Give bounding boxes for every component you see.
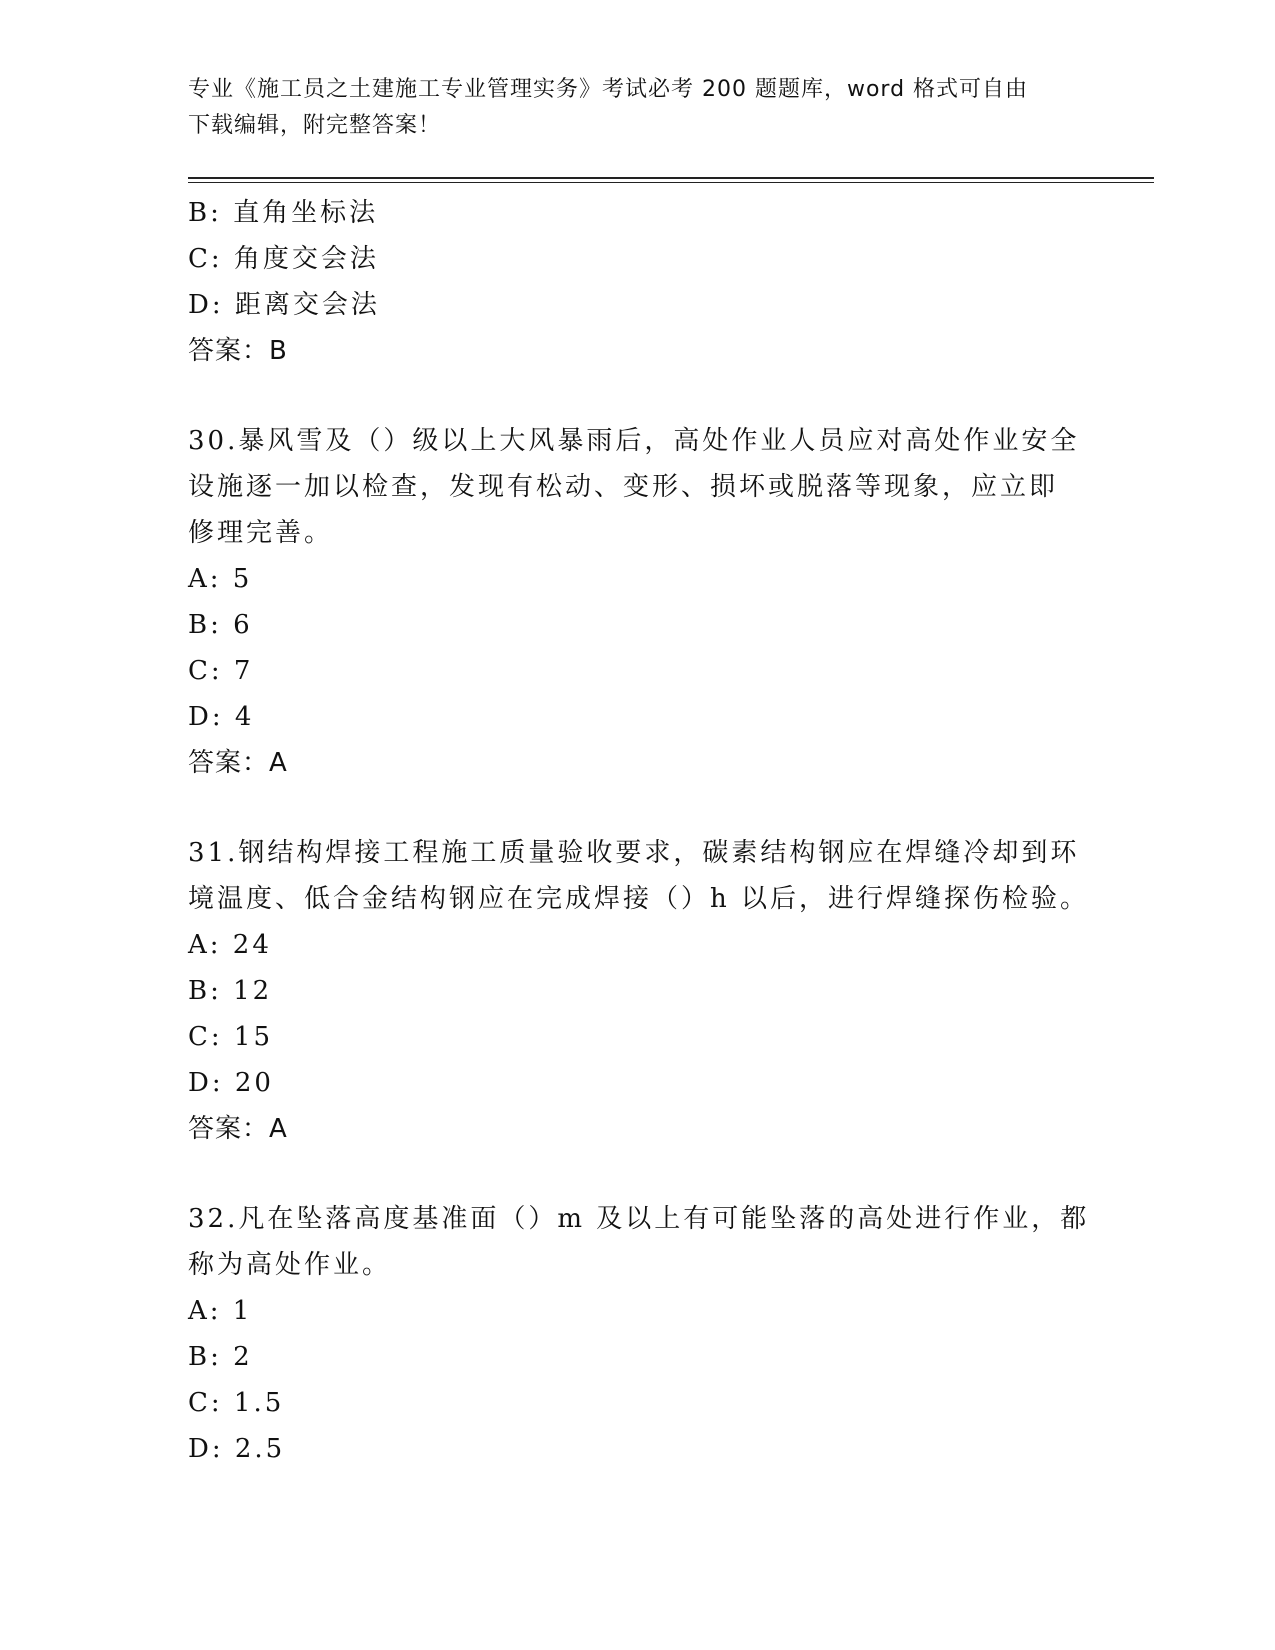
option-c: C: 角度交会法 (188, 244, 379, 274)
document-header (188, 72, 1078, 144)
option-b: B: 6 (188, 610, 253, 640)
question-29-tail (188, 190, 1088, 374)
option-d: D: 2.5 (188, 1434, 286, 1464)
answer: 答案：A (188, 1114, 288, 1144)
option-d: D: 距离交会法 (188, 290, 380, 320)
question-text-line: 32.凡在坠落高度基准面（）m 及以上有可能坠落的高处进行作业，都 (188, 1204, 1090, 1234)
question-text-line: 31.钢结构焊接工程施工质量验收要求，碳素结构钢应在焊缝冷却到环 (188, 838, 1080, 868)
option-d: D: 20 (188, 1068, 274, 1098)
question-list (188, 190, 1088, 1472)
option-a: A: 5 (188, 564, 253, 594)
option-b: B: 2 (188, 1342, 253, 1372)
question-text-line: 称为高处作业。 (188, 1250, 392, 1280)
question-30 (188, 418, 1088, 786)
answer: 答案：B (188, 336, 288, 366)
question-31 (188, 830, 1088, 1152)
header-line-2: 下载编辑，附完整答案！ (188, 113, 442, 138)
option-c: C: 7 (188, 656, 254, 686)
option-c: C: 15 (188, 1022, 274, 1052)
option-a: A: 1 (188, 1296, 253, 1326)
option-b: B: 12 (188, 976, 273, 1006)
header-line-1: 专业《施工员之土建施工专业管理实务》考试必考 200 题题库，word 格式可自由 (188, 77, 1029, 102)
answer: 答案：A (188, 748, 288, 778)
header-divider-thick (188, 177, 1154, 179)
option-a: A: 24 (188, 930, 272, 960)
question-text-line: 境温度、低合金结构钢应在完成焊接（）h 以后，进行焊缝探伤检验。 (188, 884, 1090, 914)
option-b: B: 直角坐标法 (188, 198, 379, 228)
option-c: C: 1.5 (188, 1388, 285, 1418)
option-d: D: 4 (188, 702, 255, 732)
header-divider-thin (188, 182, 1154, 183)
question-text-line: 30.暴风雪及（）级以上大风暴雨后，高处作业人员应对高处作业安全 (188, 426, 1080, 456)
question-text-line: 设施逐一加以检查，发现有松动、变形、损坏或脱落等现象，应立即 (188, 472, 1059, 502)
question-32 (188, 1196, 1088, 1472)
question-text-line: 修理完善。 (188, 518, 334, 548)
